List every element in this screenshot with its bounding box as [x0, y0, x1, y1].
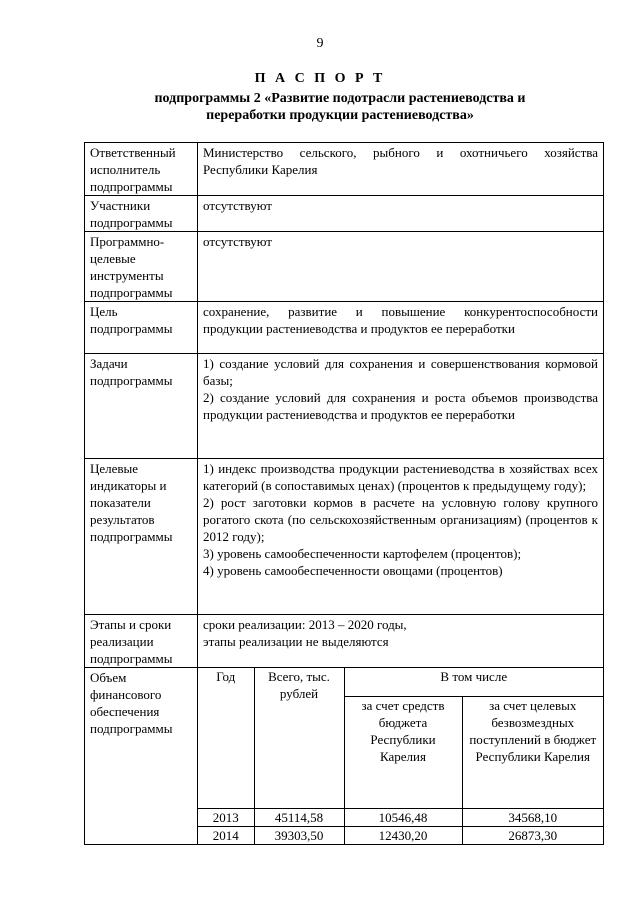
tasks-value — [198, 354, 604, 459]
tasks-item-2: 2) создание условий для сохранения и роста объемов производства продукции растениеводства и продуктов ее переработки — [203, 390, 598, 422]
col-total-header: Всего, тыс. рублей — [254, 668, 344, 809]
row-instruments — [85, 232, 604, 302]
participants-label — [85, 196, 198, 232]
indicators-label-1: Целевые — [90, 461, 139, 476]
executor-label-3: подпрограммы — [90, 179, 173, 194]
row-indicators — [85, 459, 604, 615]
targeted-cell: 26873,30 — [462, 827, 603, 845]
row-goal — [85, 302, 604, 354]
page-number: 9 — [316, 36, 324, 51]
financing-label-4: подпрограммы — [90, 721, 173, 736]
instruments-label-3: инструменты — [90, 268, 164, 283]
participants-label-2: подпрограммы — [90, 215, 173, 230]
tasks-item-1: 1) создание условий для сохранения и совершенствования кормовой базы; — [203, 356, 598, 388]
tasks-label-1: Задачи — [90, 356, 128, 371]
financing-table — [198, 668, 603, 844]
indicators-item-1: 1) индекс производства продукции растениеводства в хозяйствах всех категорий (в сопоставимых ценах) (процентов к предыдущему году); — [203, 461, 598, 493]
table-row — [198, 809, 603, 827]
col-year-header: Год — [198, 668, 254, 809]
row-tasks — [85, 354, 604, 459]
financing-header-row — [198, 668, 603, 696]
instruments-label-2: целевые — [90, 251, 136, 266]
indicators-label-2: индикаторы и — [90, 478, 167, 493]
financing-label — [85, 668, 198, 845]
indicators-item-4: 4) уровень самообеспеченности овощами (процентов) — [203, 563, 503, 578]
subtitle-line-2: переработки продукции растениеводства» — [206, 108, 474, 123]
passport-table — [84, 142, 604, 845]
indicators-label-3: показатели — [90, 495, 151, 510]
col-budget-header: за счет средств бюджета Республики Карелия — [344, 696, 462, 808]
indicators-label-5: подпрограммы — [90, 529, 173, 544]
stages-label — [85, 615, 198, 668]
financing-label-2: финансового — [90, 687, 162, 702]
instruments-label — [85, 232, 198, 302]
year-cell: 2014 — [198, 827, 254, 845]
indicators-label — [85, 459, 198, 615]
financing-label-3: обеспечения — [90, 704, 160, 719]
executor-label — [85, 143, 198, 196]
total-cell: 39303,50 — [254, 827, 344, 845]
goal-value: сохранение, развитие и повышение конкурентоспособности продукции растениеводства и продуктов ее переработки — [198, 302, 604, 354]
row-executor — [85, 143, 604, 196]
goal-label-1: Цель — [90, 304, 118, 319]
total-cell: 45114,58 — [254, 809, 344, 827]
subtitle-line-1: подпрограммы 2 «Развитие подотрасли растениеводства и — [154, 91, 526, 106]
participants-value: отсутствуют — [198, 196, 604, 232]
financing-label-1: Объем — [90, 670, 127, 685]
stages-label-2: реализации — [90, 634, 154, 649]
participants-label-1: Участники — [90, 198, 151, 213]
instruments-label-1: Программно- — [90, 234, 165, 249]
executor-label-1: Ответственный — [90, 145, 176, 160]
col-including-header: В том числе — [344, 668, 603, 696]
table-row — [198, 827, 603, 845]
stages-line-1: сроки реализации: 2013 – 2020 годы, — [203, 617, 407, 632]
indicators-item-2: 2) рост заготовки кормов в расчете на условную голову крупного рогатого скота (по сельскохозяйственным организациям) (процентов к 2012 году); — [203, 495, 598, 544]
goal-label-2: подпрограммы — [90, 321, 173, 336]
stages-value — [198, 615, 604, 668]
row-financing — [85, 668, 604, 845]
indicators-item-3: 3) уровень самообеспеченности картофелем (процентов); — [203, 546, 522, 561]
goal-label — [85, 302, 198, 354]
row-stages — [85, 615, 604, 668]
instruments-label-4: подпрограммы — [90, 285, 173, 300]
targeted-cell: 34568,10 — [462, 809, 603, 827]
indicators-value — [198, 459, 604, 615]
stages-label-1: Этапы и сроки — [90, 617, 172, 632]
document-title: П А С П О Р Т — [254, 71, 386, 86]
stages-label-3: подпрограммы — [90, 651, 173, 666]
document-subtitle — [80, 90, 600, 124]
budget-cell: 10546,48 — [344, 809, 462, 827]
col-targeted-header: за счет целевых безвозмездных поступлений в бюджет Республики Карелия — [462, 696, 603, 808]
executor-value: Министерство сельского, рыбного и охотничьего хозяйства Республики Карелия — [198, 143, 604, 196]
indicators-label-4: результатов — [90, 512, 155, 527]
row-participants — [85, 196, 604, 232]
tasks-label — [85, 354, 198, 459]
stages-line-2: этапы реализации не выделяются — [203, 634, 389, 649]
instruments-value: отсутствуют — [198, 232, 604, 302]
year-cell: 2013 — [198, 809, 254, 827]
financing-value — [198, 668, 604, 845]
executor-label-2: исполнитель — [90, 162, 161, 177]
budget-cell: 12430,20 — [344, 827, 462, 845]
tasks-label-2: подпрограммы — [90, 373, 173, 388]
